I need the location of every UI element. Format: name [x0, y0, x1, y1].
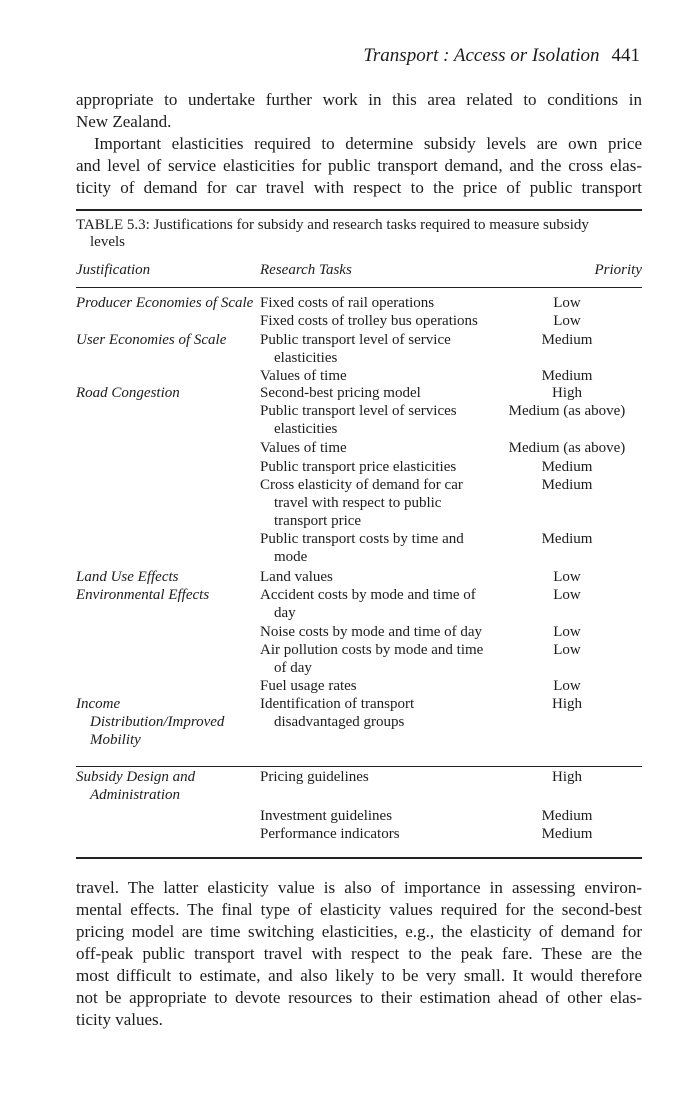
research-task-text: Fixed costs of rail operations [260, 295, 435, 311]
research-task-cell [260, 530, 520, 566]
research-task-cell [260, 384, 520, 402]
justification-cell [76, 568, 256, 586]
priority-cell: High [552, 769, 582, 785]
column-header-priority: Priority [594, 262, 642, 278]
caption-line: levels [90, 234, 125, 250]
research-task-text: Land values [260, 569, 333, 585]
outro-paragraph [76, 877, 642, 1031]
research-task-cell [260, 586, 520, 622]
justification-text: Environmental Effects [76, 587, 210, 603]
table-caption [76, 217, 642, 251]
research-task-cell [260, 458, 520, 476]
table-section-rule [76, 766, 642, 767]
priority-cell: Medium [541, 332, 593, 348]
priority-cell: Medium (as above) [508, 403, 626, 419]
research-task-text: Identification of transport [260, 696, 415, 712]
text-line: New Zealand. [76, 112, 172, 131]
research-task-text: mode [274, 549, 308, 565]
research-task-text: Values of time [260, 440, 347, 456]
research-task-cell [260, 476, 520, 530]
priority-cell: Medium [541, 368, 593, 384]
text-line: Important elasticities required to determine subsidy levels are own price [94, 134, 642, 153]
research-task-text: Pricing guidelines [260, 769, 369, 785]
research-task-cell [260, 294, 520, 312]
running-title: Transport : Access or Isolation [363, 45, 600, 66]
justification-text: Land Use Effects [76, 569, 179, 585]
column-header-justification: Justification [76, 262, 151, 278]
justification-cell [76, 294, 256, 312]
justification-cell [76, 586, 256, 604]
research-task-cell [260, 439, 520, 457]
intro-paragraph-1 [76, 89, 642, 133]
research-task-text: Cross elasticity of demand for car [260, 477, 463, 493]
research-task-text: Fixed costs of trolley bus operations [260, 313, 478, 329]
research-task-text: Public transport price elasticities [260, 459, 457, 475]
research-task-cell [260, 331, 520, 367]
text-line: and level of service elasticities for public transport demand, and the cross elas- [76, 156, 642, 175]
priority-cell: Medium [541, 808, 593, 824]
research-task-text: Public transport costs by time and [260, 531, 464, 547]
research-task-text: elasticities [274, 421, 338, 437]
research-task-text: elasticities [274, 350, 338, 366]
research-task-cell [260, 402, 520, 438]
intro-paragraph-2 [76, 133, 642, 199]
research-task-text: Performance indicators [260, 826, 400, 842]
justification-text: Distribution/Improved [90, 714, 225, 730]
page-header [0, 44, 640, 68]
justification-cell [76, 331, 256, 349]
table-top-rule [76, 209, 642, 211]
priority-cell: Low [553, 569, 581, 585]
research-task-text: disadvantaged groups [274, 714, 405, 730]
text-line: mental effects. The final type of elasticity values required for the second-best [76, 900, 642, 919]
text-line: appropriate to undertake further work in this area related to conditions in [76, 90, 642, 109]
research-task-text: Noise costs by mode and time of day [260, 624, 483, 640]
justification-text: Road Congestion [76, 385, 180, 401]
priority-cell: Medium (as above) [508, 440, 626, 456]
priority-cell: Low [553, 678, 581, 694]
research-task-cell [260, 825, 520, 843]
justification-text: User Economies of Scale [76, 332, 227, 348]
priority-cell: Medium [541, 826, 593, 842]
research-task-cell [260, 367, 520, 385]
research-task-text: day [274, 605, 296, 621]
justification-text: Producer Economies of Scale [76, 295, 254, 311]
text-line: most difficult to estimate, and also likely to be very small. It would therefore [76, 966, 642, 985]
justification-text: Administration [90, 787, 181, 803]
text-line: ticity values. [76, 1010, 163, 1029]
priority-cell: Medium [541, 477, 593, 493]
research-task-cell [260, 695, 520, 731]
research-task-text: transport price [274, 513, 362, 529]
research-task-cell [260, 568, 520, 586]
justification-text: Subsidy Design and [76, 769, 196, 785]
text-line: travel. The latter elasticity value is also of importance in assessing environ- [76, 878, 642, 897]
research-task-text: Second-best pricing model [260, 385, 421, 401]
research-task-cell [260, 641, 520, 677]
page-number: 441 [611, 45, 640, 66]
text-line: off-peak public transport travel with respect to the peak fare. These are the [76, 944, 642, 963]
research-task-text: Accident costs by mode and time of [260, 587, 476, 603]
research-task-text: Investment guidelines [260, 808, 393, 824]
priority-cell: Low [553, 624, 581, 640]
priority-cell: Low [553, 313, 581, 329]
priority-cell: Low [553, 642, 581, 658]
priority-cell: Medium [541, 459, 593, 475]
research-task-text: of day [274, 660, 312, 676]
research-task-text: Values of time [260, 368, 347, 384]
priority-cell: Low [553, 295, 581, 311]
text-line: ticity of demand for car travel with respect to the price of public transport [76, 178, 642, 197]
justification-text: Income [76, 696, 121, 712]
research-task-text: travel with respect to public [274, 495, 442, 511]
priority-cell: High [552, 696, 582, 712]
text-line: pricing model are time switching elasticities, e.g., the elasticity of demand for [76, 922, 642, 941]
research-task-text: Fuel usage rates [260, 678, 357, 694]
research-task-text: Air pollution costs by mode and time [260, 642, 484, 658]
text-line: not be appropriate to devote resources to their estimation ahead of other elas- [76, 988, 642, 1007]
justification-text: Mobility [90, 732, 141, 748]
priority-cell: High [552, 385, 582, 401]
justification-cell [76, 768, 256, 804]
research-task-cell [260, 807, 520, 825]
research-task-cell [260, 677, 520, 695]
research-task-cell [260, 312, 520, 330]
caption-line: TABLE 5.3: Justifications for subsidy and research tasks required to measure subsidy [76, 217, 589, 233]
priority-cell: Medium [541, 531, 593, 547]
justification-cell [76, 695, 256, 749]
table-header-rule [76, 287, 642, 288]
column-header-research-tasks: Research Tasks [260, 262, 352, 278]
research-task-cell [260, 623, 520, 641]
research-task-text: Public transport level of services [260, 403, 457, 419]
research-task-cell [260, 768, 520, 786]
priority-cell: Low [553, 587, 581, 603]
table-bottom-rule [76, 857, 642, 859]
research-task-text: Public transport level of service [260, 332, 451, 348]
justification-cell [76, 384, 256, 402]
